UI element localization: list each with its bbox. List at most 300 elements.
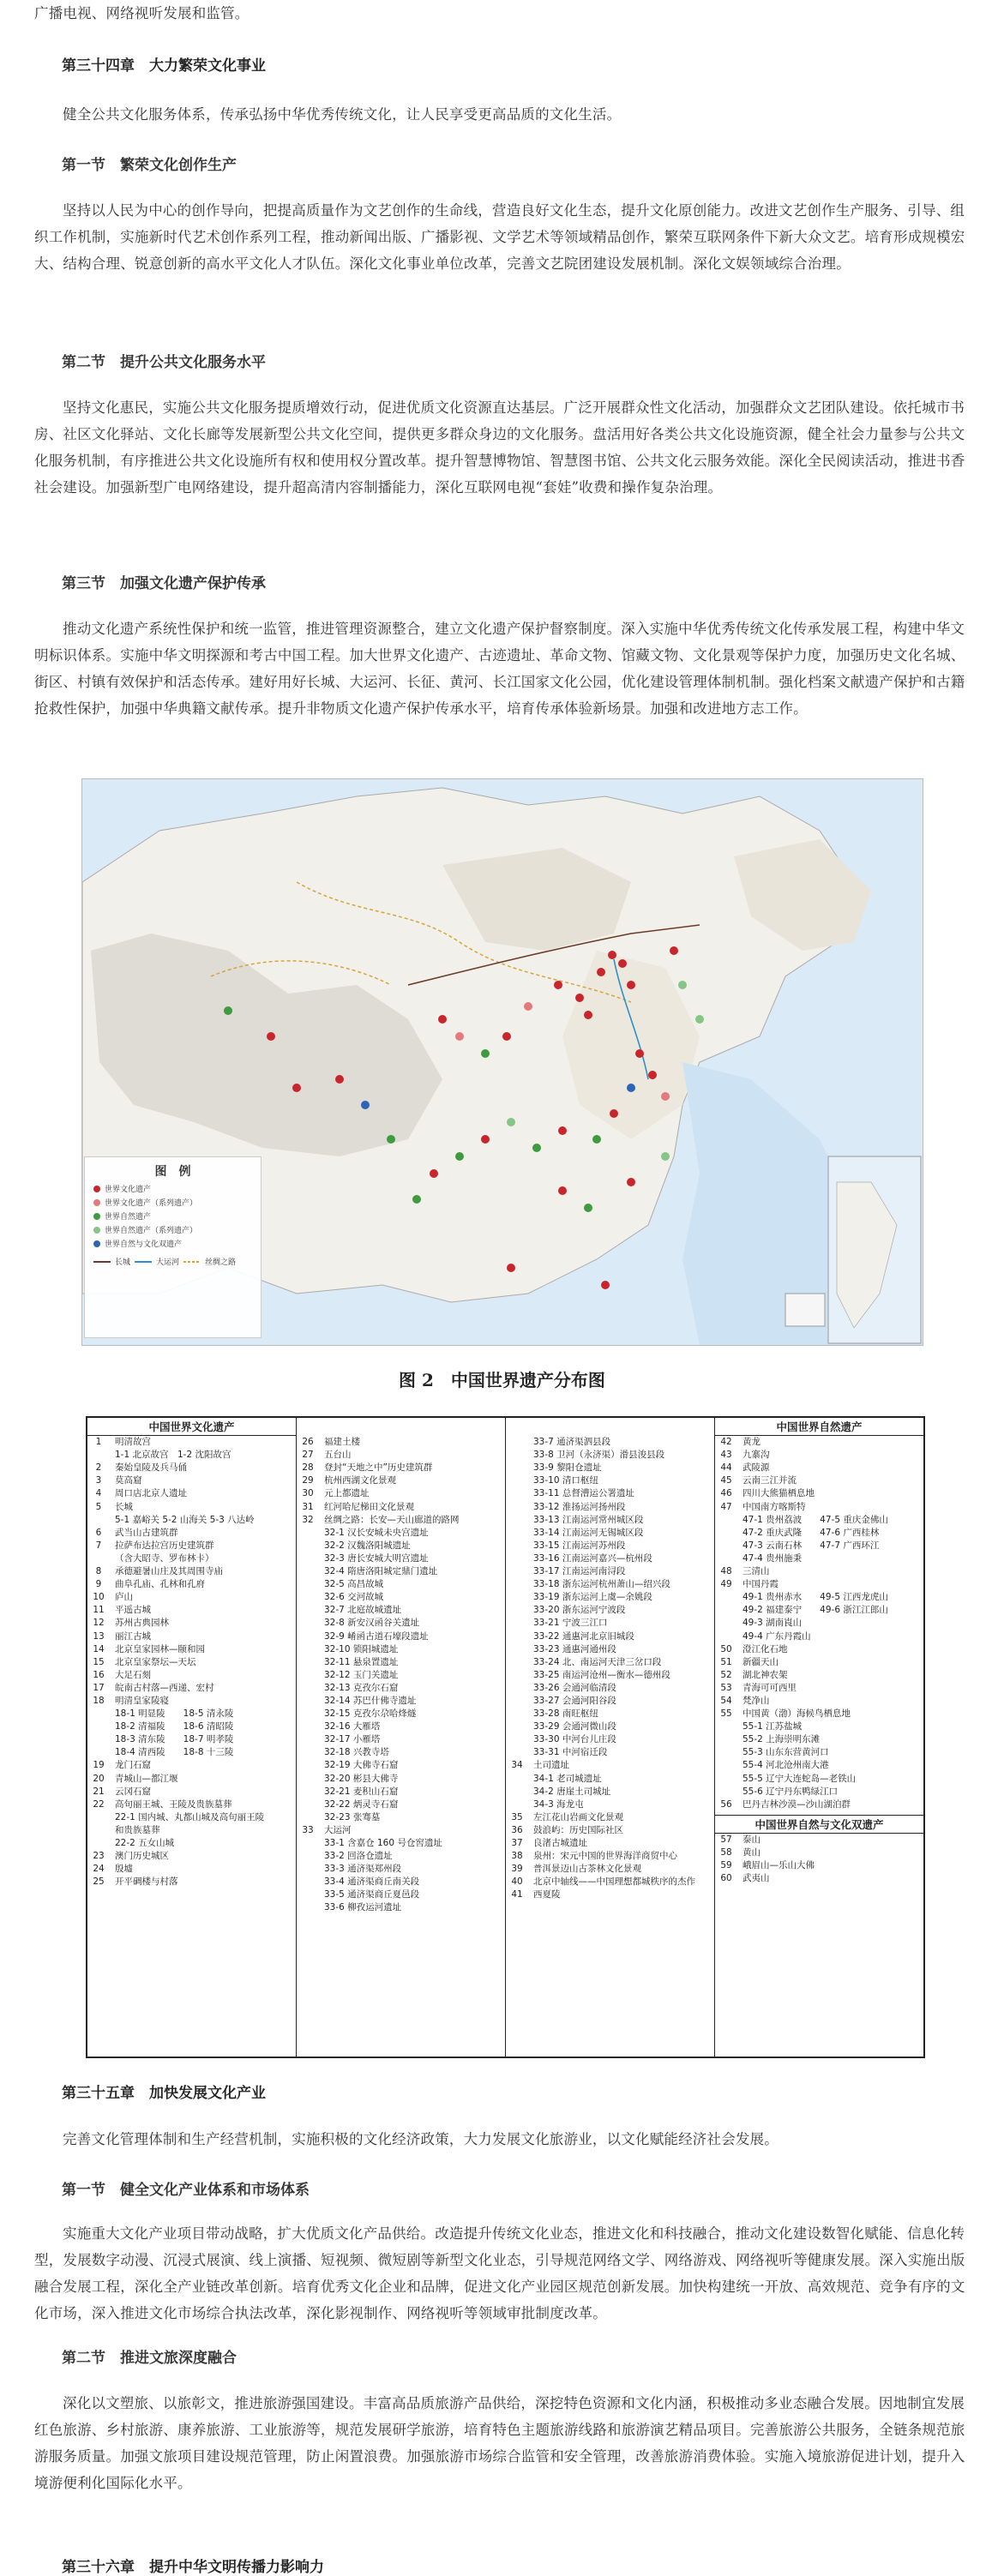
table-row — [715, 1462, 923, 1474]
section-3-title: 第三节 加强文化遗产保护传承 — [62, 575, 266, 592]
row-number — [506, 1552, 528, 1565]
chapter-35-section-1-title: 第一节 健全文化产业体系和市场体系 — [62, 2182, 310, 2199]
row-number — [297, 1888, 319, 1901]
heritage-site-name: 平遥古城 — [115, 1605, 151, 1616]
row-number — [506, 1565, 528, 1578]
table-row — [715, 1540, 923, 1552]
row-number: 44 — [720, 1462, 732, 1474]
table-row — [297, 1746, 505, 1759]
heritage-site-name: 32-6 交河故城 — [324, 1592, 384, 1603]
heritage-site-name: 福建土楼 — [324, 1437, 360, 1448]
row-number: 10 — [93, 1592, 105, 1603]
row-number — [297, 1540, 319, 1552]
table-row — [506, 1746, 714, 1759]
heritage-site-name: 青海可可西里 — [742, 1682, 797, 1693]
table-row — [715, 1501, 923, 1514]
row-number — [715, 1746, 737, 1759]
table-row — [87, 1656, 296, 1669]
row-number — [297, 1850, 319, 1863]
heritage-site-name: 33-15 江南运河苏州段 — [533, 1540, 626, 1551]
row-number: 36 — [511, 1824, 523, 1835]
table-row — [506, 1527, 714, 1540]
heritage-site-name: 中国南方喀斯特 — [742, 1501, 806, 1512]
row-number: 40 — [511, 1876, 523, 1888]
table-row — [506, 1798, 714, 1811]
heritage-site-name: 33-13 江南运河常州城区段 — [533, 1514, 644, 1525]
row-number — [506, 1695, 528, 1708]
heritage-site-name: 33-16 江南运河嘉兴—杭州段 — [533, 1552, 652, 1564]
heritage-site-name: 澳门历史城区 — [115, 1851, 169, 1862]
heritage-site-name: 普洱景迈山古茶林文化景观 — [533, 1864, 641, 1875]
table-row — [715, 1733, 923, 1746]
heritage-site-name: 北京皇家祭坛—天坛 — [115, 1656, 196, 1667]
heritage-site-name: 33-12 淮扬运河扬州段 — [533, 1501, 626, 1512]
table-row — [715, 1474, 923, 1487]
row-number — [297, 1876, 319, 1888]
heritage-site-name: 32-16 大雁塔 — [324, 1721, 381, 1732]
heritage-site-name: 33-22 通惠河北京旧城段 — [533, 1630, 634, 1642]
row-number — [715, 1514, 737, 1527]
table-row — [297, 1462, 505, 1474]
table-row — [87, 1501, 296, 1514]
heritage-site-name: 47-1 贵州荔波 47-5 重庆金佛山 — [742, 1514, 888, 1525]
row-number — [506, 1733, 528, 1746]
table-row — [87, 1733, 296, 1746]
heritage-site-name: 47-2 重庆武隆 47-6 广西桂林 — [742, 1527, 880, 1538]
row-number: 12 — [93, 1618, 105, 1629]
heritage-site-name: 33-10 清口枢纽 — [533, 1475, 598, 1486]
heritage-site-name: 22-1 国内城、丸都山城及高句丽王陵 — [115, 1811, 265, 1822]
row-number — [506, 1540, 528, 1552]
table-row — [506, 1669, 714, 1682]
row-number: 39 — [511, 1864, 523, 1875]
row-number — [715, 1527, 737, 1540]
table-row — [297, 1901, 505, 1914]
table-row — [506, 1436, 714, 1449]
heritage-site-name: 33-3 通济渠郑州段 — [324, 1864, 402, 1875]
heritage-site-name: 殷墟 — [115, 1864, 133, 1875]
row-number: 9 — [95, 1579, 102, 1590]
heritage-site-name: 红河哈尼梯田文化景观 — [324, 1501, 414, 1512]
row-number — [506, 1474, 528, 1487]
table-row — [87, 1591, 296, 1604]
table-row — [297, 1695, 505, 1708]
heritage-site-name: 33-18 浙东运河杭州萧山—绍兴段 — [533, 1579, 670, 1590]
table-row — [715, 1552, 923, 1565]
heritage-site-name: 杭州西湖文化景观 — [324, 1475, 396, 1486]
heritage-site-name: 丽江古城 — [115, 1630, 151, 1642]
table-row — [506, 1759, 714, 1772]
heritage-site-name: 秦始皇陵及兵马俑 — [115, 1462, 187, 1474]
heritage-site-name: 巴丹吉林沙漠—沙山湖泊群 — [742, 1798, 851, 1810]
section-2-body: 坚持文化惠民，实施公共文化服务提质增效行动，促进优质文化资源直达基层。广泛开展群众性文化活动，加强群众文艺团队建设。依托城市书房、社区文化驿站、文化长廊等发展新型公共文化空间，提供更多群众身边的文化服务。盘活用好各类公共文化设施资源，健全社会力量参与公共文化服务机制，有序推进公共文化设施所有权和使用权分置改革。提升智慧博物馆、智慧图书馆、公共文化云服务效能。深化全民阅读活动，推进书香社会建设。加强新型广电网络建设，提升超高清内容制播能力，深化互联网电视“套娃”收费和操作复杂治理。 — [34, 399, 965, 495]
header-mixed: 中国世界自然与文化双遗产 — [715, 1815, 923, 1834]
table-row — [715, 1773, 923, 1786]
row-number — [506, 1449, 528, 1462]
row-number — [506, 1643, 528, 1656]
legend-item-culture-series: 世界文化遗产（系列遗产） — [93, 1197, 252, 1208]
heritage-site-name: 大足石刻 — [115, 1669, 151, 1680]
row-number — [297, 1811, 319, 1824]
row-number — [87, 1811, 110, 1824]
row-number — [87, 1720, 110, 1733]
table-row — [715, 1578, 923, 1591]
row-number: 2 — [95, 1462, 102, 1474]
legend-item-mixed: 世界自然与文化双遗产 — [93, 1238, 252, 1249]
row-number — [297, 1617, 319, 1630]
row-number: 33 — [302, 1824, 314, 1835]
heritage-site-name: 33-25 南运河沧州—衡水—德州段 — [533, 1669, 670, 1680]
table-row — [506, 1695, 714, 1708]
section-1-title: 第一节 繁荣文化创作生产 — [62, 157, 237, 174]
heritage-site-name: 33-6 柳孜运河遗址 — [324, 1902, 402, 1913]
table-row — [87, 1824, 296, 1837]
heritage-site-name: 55-2 上海崇明东滩 — [742, 1734, 821, 1745]
heritage-site-name: 1-1 北京故宫 1-2 沈阳故宫 — [115, 1450, 231, 1461]
heritage-site-name: 云南三江并流 — [742, 1475, 797, 1486]
figure-caption: 图 2 中国世界遗产分布图 — [399, 1370, 605, 1390]
heritage-site-name: 55-3 山东东营黄河口 — [742, 1747, 829, 1758]
table-row — [87, 1643, 296, 1656]
table-row — [715, 1720, 923, 1733]
table-row — [87, 1617, 296, 1630]
table-row — [715, 1798, 923, 1811]
row-number: 48 — [720, 1566, 732, 1577]
row-number — [506, 1630, 528, 1643]
heritage-site-name: 18-4 清西陵 18-8 十三陵 — [115, 1747, 234, 1758]
heritage-site-name: 33-29 会通河微山段 — [533, 1721, 616, 1732]
heritage-site-name: 32-23 张骞墓 — [324, 1811, 381, 1822]
table-row — [506, 1837, 714, 1850]
heritage-site-name: 左江花山岩画文化景观 — [533, 1811, 623, 1822]
table-row — [715, 1872, 923, 1885]
table-row — [715, 1591, 923, 1604]
heritage-site-name: 32-11 悬泉置遗址 — [324, 1656, 399, 1667]
heritage-site-name: 49-1 贵州赤水 49-5 江西龙虎山 — [742, 1592, 888, 1603]
table-row — [297, 1617, 505, 1630]
legend-item-nature: 世界自然遗产 — [93, 1210, 252, 1222]
paragraph-fragment: 广播电视、网络视听发展和监管。 — [34, 5, 249, 21]
world-heritage-map — [81, 778, 923, 1346]
heritage-site-name: 32-17 小雁塔 — [324, 1734, 381, 1745]
row-number — [506, 1578, 528, 1591]
row-number: 11 — [93, 1605, 105, 1616]
table-row — [87, 1876, 296, 1888]
legend-title: 图 例 — [154, 1165, 191, 1179]
table-row — [506, 1773, 714, 1786]
heritage-site-name: 皖南古村落—西递、宏村 — [115, 1682, 214, 1693]
heritage-site-name: 32-13 克孜尔石窟 — [324, 1682, 399, 1693]
row-number — [297, 1863, 319, 1876]
table-row — [506, 1656, 714, 1669]
row-number: 8 — [95, 1566, 102, 1577]
heritage-site-name: 34-3 海龙屯 — [533, 1798, 584, 1810]
table-row — [87, 1552, 296, 1565]
heritage-site-name: 33-26 会通河临清段 — [533, 1682, 616, 1693]
row-number — [87, 1824, 110, 1837]
row-number: 23 — [93, 1851, 105, 1862]
heritage-site-name: 18-1 明显陵 18-5 清永陵 — [115, 1708, 234, 1720]
table-row — [715, 1669, 923, 1682]
row-number: 49 — [720, 1579, 732, 1590]
row-number — [297, 1669, 319, 1682]
table-row — [87, 1773, 296, 1786]
row-number — [506, 1501, 528, 1514]
table-row — [297, 1773, 505, 1786]
table-row — [715, 1786, 923, 1798]
table-row — [87, 1811, 296, 1824]
table-row — [506, 1786, 714, 1798]
heritage-site-name: 梵净山 — [742, 1695, 770, 1706]
row-number: 60 — [720, 1873, 732, 1884]
table-row — [506, 1462, 714, 1474]
heritage-site-name: 33-4 通济渠商丘南关段 — [324, 1876, 420, 1888]
row-number — [297, 1604, 319, 1617]
table-row — [297, 1759, 505, 1772]
heritage-site-name: 登封“天地之中”历史建筑群 — [324, 1462, 433, 1474]
table-row — [87, 1630, 296, 1643]
table-row — [297, 1824, 505, 1837]
row-number — [297, 1578, 319, 1591]
table-row — [506, 1733, 714, 1746]
table-row — [506, 1617, 714, 1630]
row-number: 22 — [93, 1798, 105, 1810]
table-row — [297, 1888, 505, 1901]
header-nature: 中国世界自然遗产 — [715, 1418, 923, 1436]
row-number — [87, 1449, 110, 1462]
row-number: 25 — [93, 1876, 105, 1888]
row-number: 14 — [93, 1643, 105, 1654]
heritage-site-name: 黄龙 — [742, 1437, 761, 1448]
table-row — [87, 1436, 296, 1449]
heritage-site-name: 龙门石窟 — [115, 1760, 151, 1771]
table-row — [506, 1720, 714, 1733]
row-number — [506, 1436, 528, 1449]
section-3-body: 推动文化遗产系统性保护和统一监管，推进管理资源整合，建立文化遗产保护督察制度。深入实施中华优秀传统文化传承发展工程，构建中华文明标识体系。实施中华文明探源和考古中国工程。加大世界文化遗产、古迹遗址、革命文物、馆藏文物、文化景观等保护力度，加强历史文化名城、街区、村镇有效保护和活态传承。建好用好长城、大运河、长征、黄河、长江国家文化公园，优化建设管理体制机制。强化档案文献遗产保护和古籍抢救性保护，加强中华典籍文献传承。提升非物质文化遗产保护传承水平，培育传承体验新场景。加强和改进地方志工作。 — [34, 621, 965, 717]
row-number: 4 — [95, 1488, 102, 1499]
row-number: 54 — [720, 1695, 732, 1706]
heritage-site-name: 32-18 兴教寺塔 — [324, 1747, 389, 1758]
row-number: 3 — [95, 1475, 102, 1486]
table-row — [297, 1708, 505, 1720]
row-number — [297, 1630, 319, 1643]
row-number — [715, 1733, 737, 1746]
row-number: 34 — [511, 1760, 523, 1771]
table-row — [297, 1527, 505, 1540]
table-row — [506, 1811, 714, 1824]
heritage-site-name: 长城 — [115, 1501, 133, 1512]
heritage-site-name: 元上都遗址 — [324, 1488, 370, 1499]
table-row — [506, 1487, 714, 1500]
header-culture: 中国世界文化遗产 — [87, 1418, 296, 1436]
table-row — [506, 1630, 714, 1643]
table-row — [87, 1604, 296, 1617]
table-row — [87, 1786, 296, 1798]
row-number — [297, 1798, 319, 1811]
legend-item-culture: 世界文化遗产 — [93, 1183, 252, 1194]
row-number — [297, 1527, 319, 1540]
row-number — [506, 1669, 528, 1682]
row-number: 30 — [302, 1488, 314, 1499]
row-number — [506, 1720, 528, 1733]
table-row — [87, 1462, 296, 1474]
row-number: 13 — [93, 1630, 105, 1642]
row-number — [506, 1617, 528, 1630]
row-number — [297, 1759, 319, 1772]
heritage-site-name: 33-1 含嘉仓 160 号仓窖遗址 — [324, 1838, 442, 1848]
heritage-site-name: 33-28 南旺枢纽 — [533, 1708, 598, 1720]
table-row — [297, 1449, 505, 1462]
row-number — [506, 1682, 528, 1695]
heritage-site-name: 泉州：宋元中国的世界海洋商贸中心 — [533, 1851, 677, 1862]
heritage-site-name: 5-1 嘉峪关 5-2 山海关 5-3 八达岭 — [115, 1514, 255, 1525]
table-row — [506, 1514, 714, 1527]
table-row — [715, 1708, 923, 1720]
heritage-site-name: 四川大熊猫栖息地 — [742, 1488, 815, 1499]
heritage-site-name: 新疆天山 — [742, 1656, 779, 1667]
table-row — [715, 1846, 923, 1859]
table-row — [715, 1617, 923, 1630]
heritage-site-name: 良渚古城遗址 — [533, 1838, 587, 1848]
heritage-site-name: 33-19 浙东运河上虞—余姚段 — [533, 1592, 652, 1603]
row-number — [715, 1773, 737, 1786]
heritage-site-name: 北京皇家园林—颐和园 — [115, 1643, 205, 1654]
heritage-site-name: 曲阜孔庙、孔林和孔府 — [115, 1579, 205, 1590]
table-row — [506, 1474, 714, 1487]
table-row — [715, 1565, 923, 1578]
row-number — [297, 1682, 319, 1695]
table-row — [715, 1604, 923, 1617]
heritage-site-name: 周口店北京人遗址 — [115, 1488, 187, 1499]
heritage-site-name: 鼓浪屿：历史国际社区 — [533, 1824, 623, 1835]
table-row — [297, 1811, 505, 1824]
row-number: 56 — [720, 1798, 732, 1810]
heritage-site-name: 武当山古建筑群 — [115, 1527, 178, 1538]
table-row — [297, 1565, 505, 1578]
heritage-site-name: 中国丹霞 — [742, 1579, 779, 1590]
table-row — [506, 1449, 714, 1462]
heritage-site-name: 33-7 通济渠泗县段 — [533, 1437, 611, 1448]
row-number — [715, 1786, 737, 1798]
row-number — [715, 1604, 737, 1617]
table-row — [297, 1786, 505, 1798]
heritage-site-name: 32-4 隋唐洛阳城定鼎门遗址 — [324, 1566, 438, 1577]
row-number — [297, 1643, 319, 1656]
heritage-site-name: 32-1 汉长安城未央宫遗址 — [324, 1527, 429, 1538]
row-number: 24 — [93, 1864, 105, 1875]
table-row — [297, 1552, 505, 1565]
heritage-site-name: 32-19 大佛寺石窟 — [324, 1760, 399, 1771]
table-row — [297, 1863, 505, 1876]
table-row — [87, 1708, 296, 1720]
heritage-site-name: 黄山 — [742, 1847, 761, 1858]
row-number — [506, 1514, 528, 1527]
table-column-4 — [715, 1418, 923, 2057]
table-row — [715, 1436, 923, 1449]
heritage-site-name: 33-24 北、南运河天津三岔口段 — [533, 1656, 662, 1667]
table-row — [506, 1888, 714, 1901]
heritage-site-name: 和贵族墓葬 — [115, 1824, 160, 1835]
heritage-site-name: 32-21 麦积山石窟 — [324, 1786, 399, 1797]
table-row — [297, 1591, 505, 1604]
heritage-site-name: 拉萨布达拉宫历史建筑群 — [115, 1540, 214, 1551]
heritage-site-name: 苏州古典园林 — [115, 1618, 169, 1629]
table-row — [297, 1798, 505, 1811]
heritage-site-name: 49-2 福建泰宁 49-6 浙江江郎山 — [742, 1605, 888, 1616]
heritage-site-name: 33-20 浙东运河宁波段 — [533, 1605, 626, 1616]
table-row — [297, 1436, 505, 1449]
row-number: 37 — [511, 1838, 523, 1848]
row-number: 15 — [93, 1656, 105, 1667]
legend-item-nature-series: 世界自然遗产（系列遗产） — [93, 1224, 252, 1235]
table-row — [87, 1695, 296, 1708]
table-row — [297, 1604, 505, 1617]
heritage-site-name: 32-20 彬县大佛寺 — [324, 1773, 399, 1784]
heritage-site-name: 土司遗址 — [533, 1760, 569, 1771]
table-row — [87, 1578, 296, 1591]
heritage-site-name: 三清山 — [742, 1566, 770, 1577]
row-number — [506, 1656, 528, 1669]
row-number — [506, 1786, 528, 1798]
table-row — [715, 1630, 923, 1643]
row-number — [87, 1552, 110, 1565]
row-number — [506, 1773, 528, 1786]
table-row — [297, 1733, 505, 1746]
row-number: 35 — [511, 1811, 523, 1822]
table-row — [297, 1578, 505, 1591]
row-number — [715, 1540, 737, 1552]
table-row — [715, 1859, 923, 1872]
row-number: 27 — [302, 1450, 314, 1461]
row-number — [506, 1487, 528, 1500]
row-number: 50 — [720, 1643, 732, 1654]
row-number — [297, 1695, 319, 1708]
heritage-site-name: 中国黄（渤）海候鸟栖息地 — [742, 1708, 851, 1720]
heritage-site-name: 峨眉山—乐山大佛 — [742, 1860, 815, 1871]
heritage-site-name: 32-10 锁阳城遗址 — [324, 1643, 399, 1654]
row-number — [715, 1591, 737, 1604]
table-row — [506, 1643, 714, 1656]
heritage-site-name: 33-8 卫河（永济渠）滑县浚县段 — [533, 1450, 665, 1461]
row-number: 42 — [720, 1437, 732, 1448]
row-number — [506, 1746, 528, 1759]
heritage-site-name: 32-7 北庭故城遗址 — [324, 1605, 402, 1616]
table-row — [297, 1514, 505, 1527]
heritage-site-name: 33-23 通惠河通州段 — [533, 1643, 616, 1654]
table-row — [297, 1630, 505, 1643]
row-number — [715, 1720, 737, 1733]
heritage-site-name: 明清皇家陵寝 — [115, 1695, 169, 1706]
table-row — [506, 1682, 714, 1695]
heritage-site-name: 32-5 高昌故城 — [324, 1579, 384, 1590]
row-number — [297, 1901, 319, 1914]
heritage-site-name: 明清故宫 — [115, 1437, 151, 1448]
row-number: 18 — [93, 1695, 105, 1706]
table-row — [297, 1501, 505, 1514]
heritage-site-name: 高句丽王城、王陵及贵族墓葬 — [115, 1798, 232, 1810]
heritage-site-name: 34-2 唐崖土司城址 — [533, 1786, 611, 1797]
table-row — [715, 1514, 923, 1527]
row-number: 58 — [720, 1847, 732, 1858]
row-number: 43 — [720, 1450, 732, 1461]
table-column-3 — [506, 1418, 715, 2057]
table-row — [506, 1863, 714, 1876]
row-number — [87, 1514, 110, 1527]
heritage-site-name: 九寨沟 — [742, 1450, 770, 1461]
table-row — [87, 1863, 296, 1876]
table-row — [506, 1850, 714, 1863]
row-number — [506, 1527, 528, 1540]
